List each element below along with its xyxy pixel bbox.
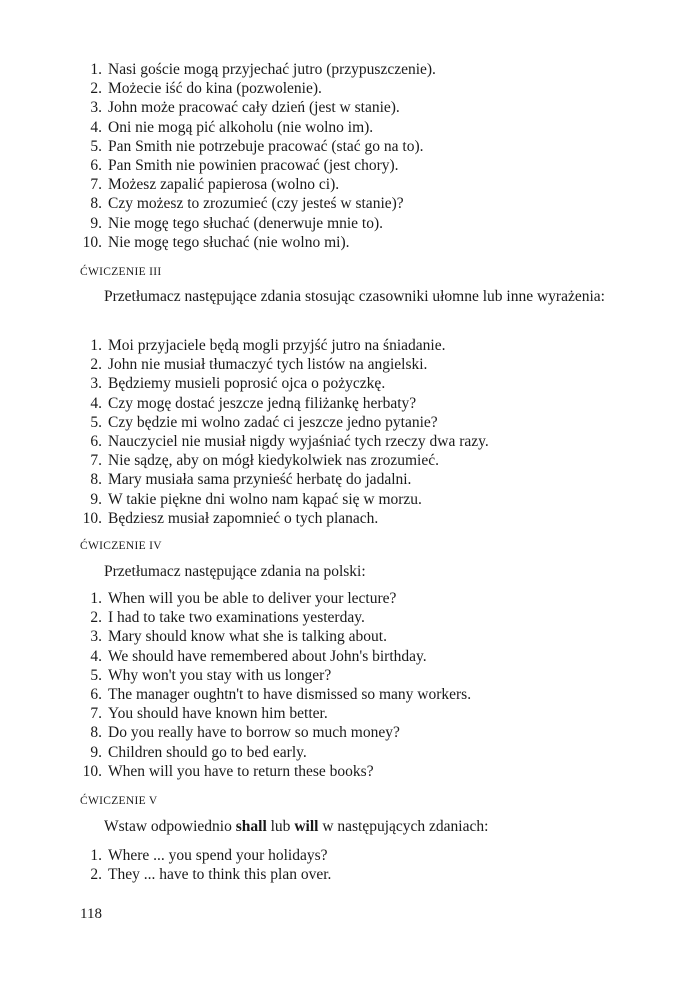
list-item (80, 137, 436, 156)
list-item (80, 743, 471, 762)
list-item (80, 118, 436, 137)
item-number: 7. (90, 705, 102, 723)
item-number: 1. (90, 847, 102, 864)
list-item (80, 509, 489, 528)
item-text: Oni nie mogą pić alkoholu (nie wolno im). (108, 118, 374, 136)
item-text: The manager oughtn't to have dismissed so many workers. (108, 685, 472, 703)
exercise-5-list (80, 846, 331, 884)
item-number: 8. (90, 195, 102, 213)
item-text: Moi przyjaciele będą mogli przyjść jutro na śniadanie. (108, 337, 446, 354)
item-text: Where ... you spend your holidays? (108, 847, 328, 864)
list-item (80, 685, 471, 704)
item-number: 6. (90, 156, 102, 174)
list-item (80, 374, 489, 393)
item-number: 5. (90, 413, 102, 431)
item-number: 9. (90, 490, 102, 508)
item-text: I had to take two examinations yesterday. (108, 609, 365, 627)
item-text: Nie mogę tego słuchać (denerwuje mnie to). (108, 214, 384, 232)
item-number: 9. (90, 214, 102, 232)
list-item (80, 627, 471, 646)
list-item (80, 79, 436, 98)
exercise-4-instructions-text: Przetłumacz następujące zdania na polski: (104, 563, 366, 580)
item-text: Do you really have to borrow so much money? (108, 724, 400, 742)
item-text: Mary should know what she is talking about. (108, 628, 387, 646)
list-item (80, 589, 471, 608)
item-text: Pan Smith nie potrzebuje pracować (stać go na to). (108, 137, 424, 155)
exercise-3-heading: ĆWICZENIE III (80, 266, 162, 278)
list-item (80, 470, 489, 489)
item-text: Możecie iść do kina (pozwolenie). (108, 80, 322, 98)
list-item (80, 336, 489, 355)
list-item (80, 175, 436, 194)
list-item (80, 394, 489, 413)
item-text: Będziemy musieli poprosić ojca o pożyczkę. (108, 375, 386, 393)
item-number: 10. (82, 509, 102, 527)
item-text: Będziesz musiał zapomnieć o tych planach. (108, 509, 379, 527)
item-number: 1. (90, 337, 102, 354)
item-text: When will you be able to deliver your lecture? (108, 590, 397, 607)
list-item (80, 233, 436, 252)
list-item (80, 214, 436, 233)
list-item (80, 355, 489, 374)
list-item (80, 432, 489, 451)
item-number: 5. (90, 666, 102, 684)
item-number: 4. (90, 647, 102, 665)
item-text: Czy będzie mi wolno zadać ci jeszcze jedno pytanie? (108, 413, 438, 431)
item-text: Pan Smith nie powinien pracować (jest chory). (108, 156, 399, 174)
item-text: Mary musiała sama przynieść herbatę do jadalni. (108, 471, 412, 489)
list-item (80, 723, 471, 742)
exercise-list-top (80, 60, 436, 252)
item-text: Nasi goście mogą przyjechać jutro (przypuszczenie). (108, 61, 436, 78)
item-text: John może pracować cały dzień (jest w stanie). (108, 99, 400, 117)
list-item (80, 865, 331, 884)
item-text: When will you have to return these books? (108, 762, 374, 780)
item-text: Children should go to bed early. (108, 743, 307, 761)
item-text: Nie sądzę, aby on mógł kiedykolwiek nas zrozumieć. (108, 452, 439, 470)
item-number: 6. (90, 685, 102, 703)
item-text: W takie piękne dni wolno nam kąpać się w morzu. (108, 490, 422, 508)
item-text: Czy możesz to zrozumieć (czy jesteś w stanie)? (108, 195, 404, 213)
item-number: 5. (90, 137, 102, 155)
item-number: 1. (90, 590, 102, 607)
keyword-will: will (294, 818, 319, 835)
item-number: 2. (90, 80, 102, 98)
item-number: 3. (90, 375, 102, 393)
list-item (80, 608, 471, 627)
item-number: 4. (90, 118, 102, 136)
item-number: 4. (90, 394, 102, 412)
list-item (80, 451, 489, 470)
page-number: 118 (80, 906, 102, 922)
list-item (80, 194, 436, 213)
item-number: 6. (90, 432, 102, 450)
item-number: 9. (90, 743, 102, 761)
item-text: Czy mogę dostać jeszcze jedną filiżankę herbaty? (108, 394, 417, 412)
item-number: 3. (90, 628, 102, 646)
list-item (80, 762, 471, 781)
list-item (80, 846, 331, 865)
item-number: 1. (90, 61, 102, 78)
exercise-5-heading: ĆWICZENIE V (80, 795, 158, 807)
item-number: 10. (82, 233, 102, 251)
item-number: 7. (90, 176, 102, 194)
list-item (80, 413, 489, 432)
exercise-4-instructions (80, 562, 628, 582)
exercise-4-list (80, 589, 471, 781)
item-text: You should have known him better. (108, 705, 328, 723)
list-item (80, 647, 471, 666)
item-number: 10. (82, 762, 102, 780)
item-text: They ... have to think this plan over. (108, 866, 332, 884)
list-item (80, 98, 436, 117)
exercise-4-heading: ĆWICZENIE IV (80, 540, 162, 552)
list-item (80, 666, 471, 685)
item-number: 2. (90, 356, 102, 374)
keyword-shall: shall (235, 818, 267, 835)
item-text: Możesz zapalić papierosa (wolno ci). (108, 176, 340, 194)
item-number: 7. (90, 452, 102, 470)
exercise-3-instructions-text: Przetłumacz następujące zdania stosując czasowniki ułomne lub inne wyrażenia: (104, 288, 605, 305)
item-text: Nauczyciel nie musiał nigdy wyjaśniać tych rzeczy dwa razy. (108, 432, 489, 450)
item-number: 2. (90, 866, 102, 884)
item-text: Nie mogę tego słuchać (nie wolno mi). (108, 233, 350, 251)
item-text: Why won't you stay with us longer? (108, 666, 332, 684)
item-number: 8. (90, 724, 102, 742)
list-item (80, 156, 436, 175)
item-number: 2. (90, 609, 102, 627)
item-text: John nie musiał tłumaczyć tych listów na angielski. (108, 356, 428, 374)
item-number: 3. (90, 99, 102, 117)
list-item (80, 490, 489, 509)
exercise-5-instructions: Wstaw odpowiednio shall lub will w następujących zdaniach: (104, 818, 489, 835)
exercise-3-list (80, 336, 489, 528)
item-text: We should have remembered about John's birthday. (108, 647, 427, 665)
item-number: 8. (90, 471, 102, 489)
list-item (80, 704, 471, 723)
list-item (80, 60, 436, 79)
exercise-3-instructions (80, 287, 628, 307)
